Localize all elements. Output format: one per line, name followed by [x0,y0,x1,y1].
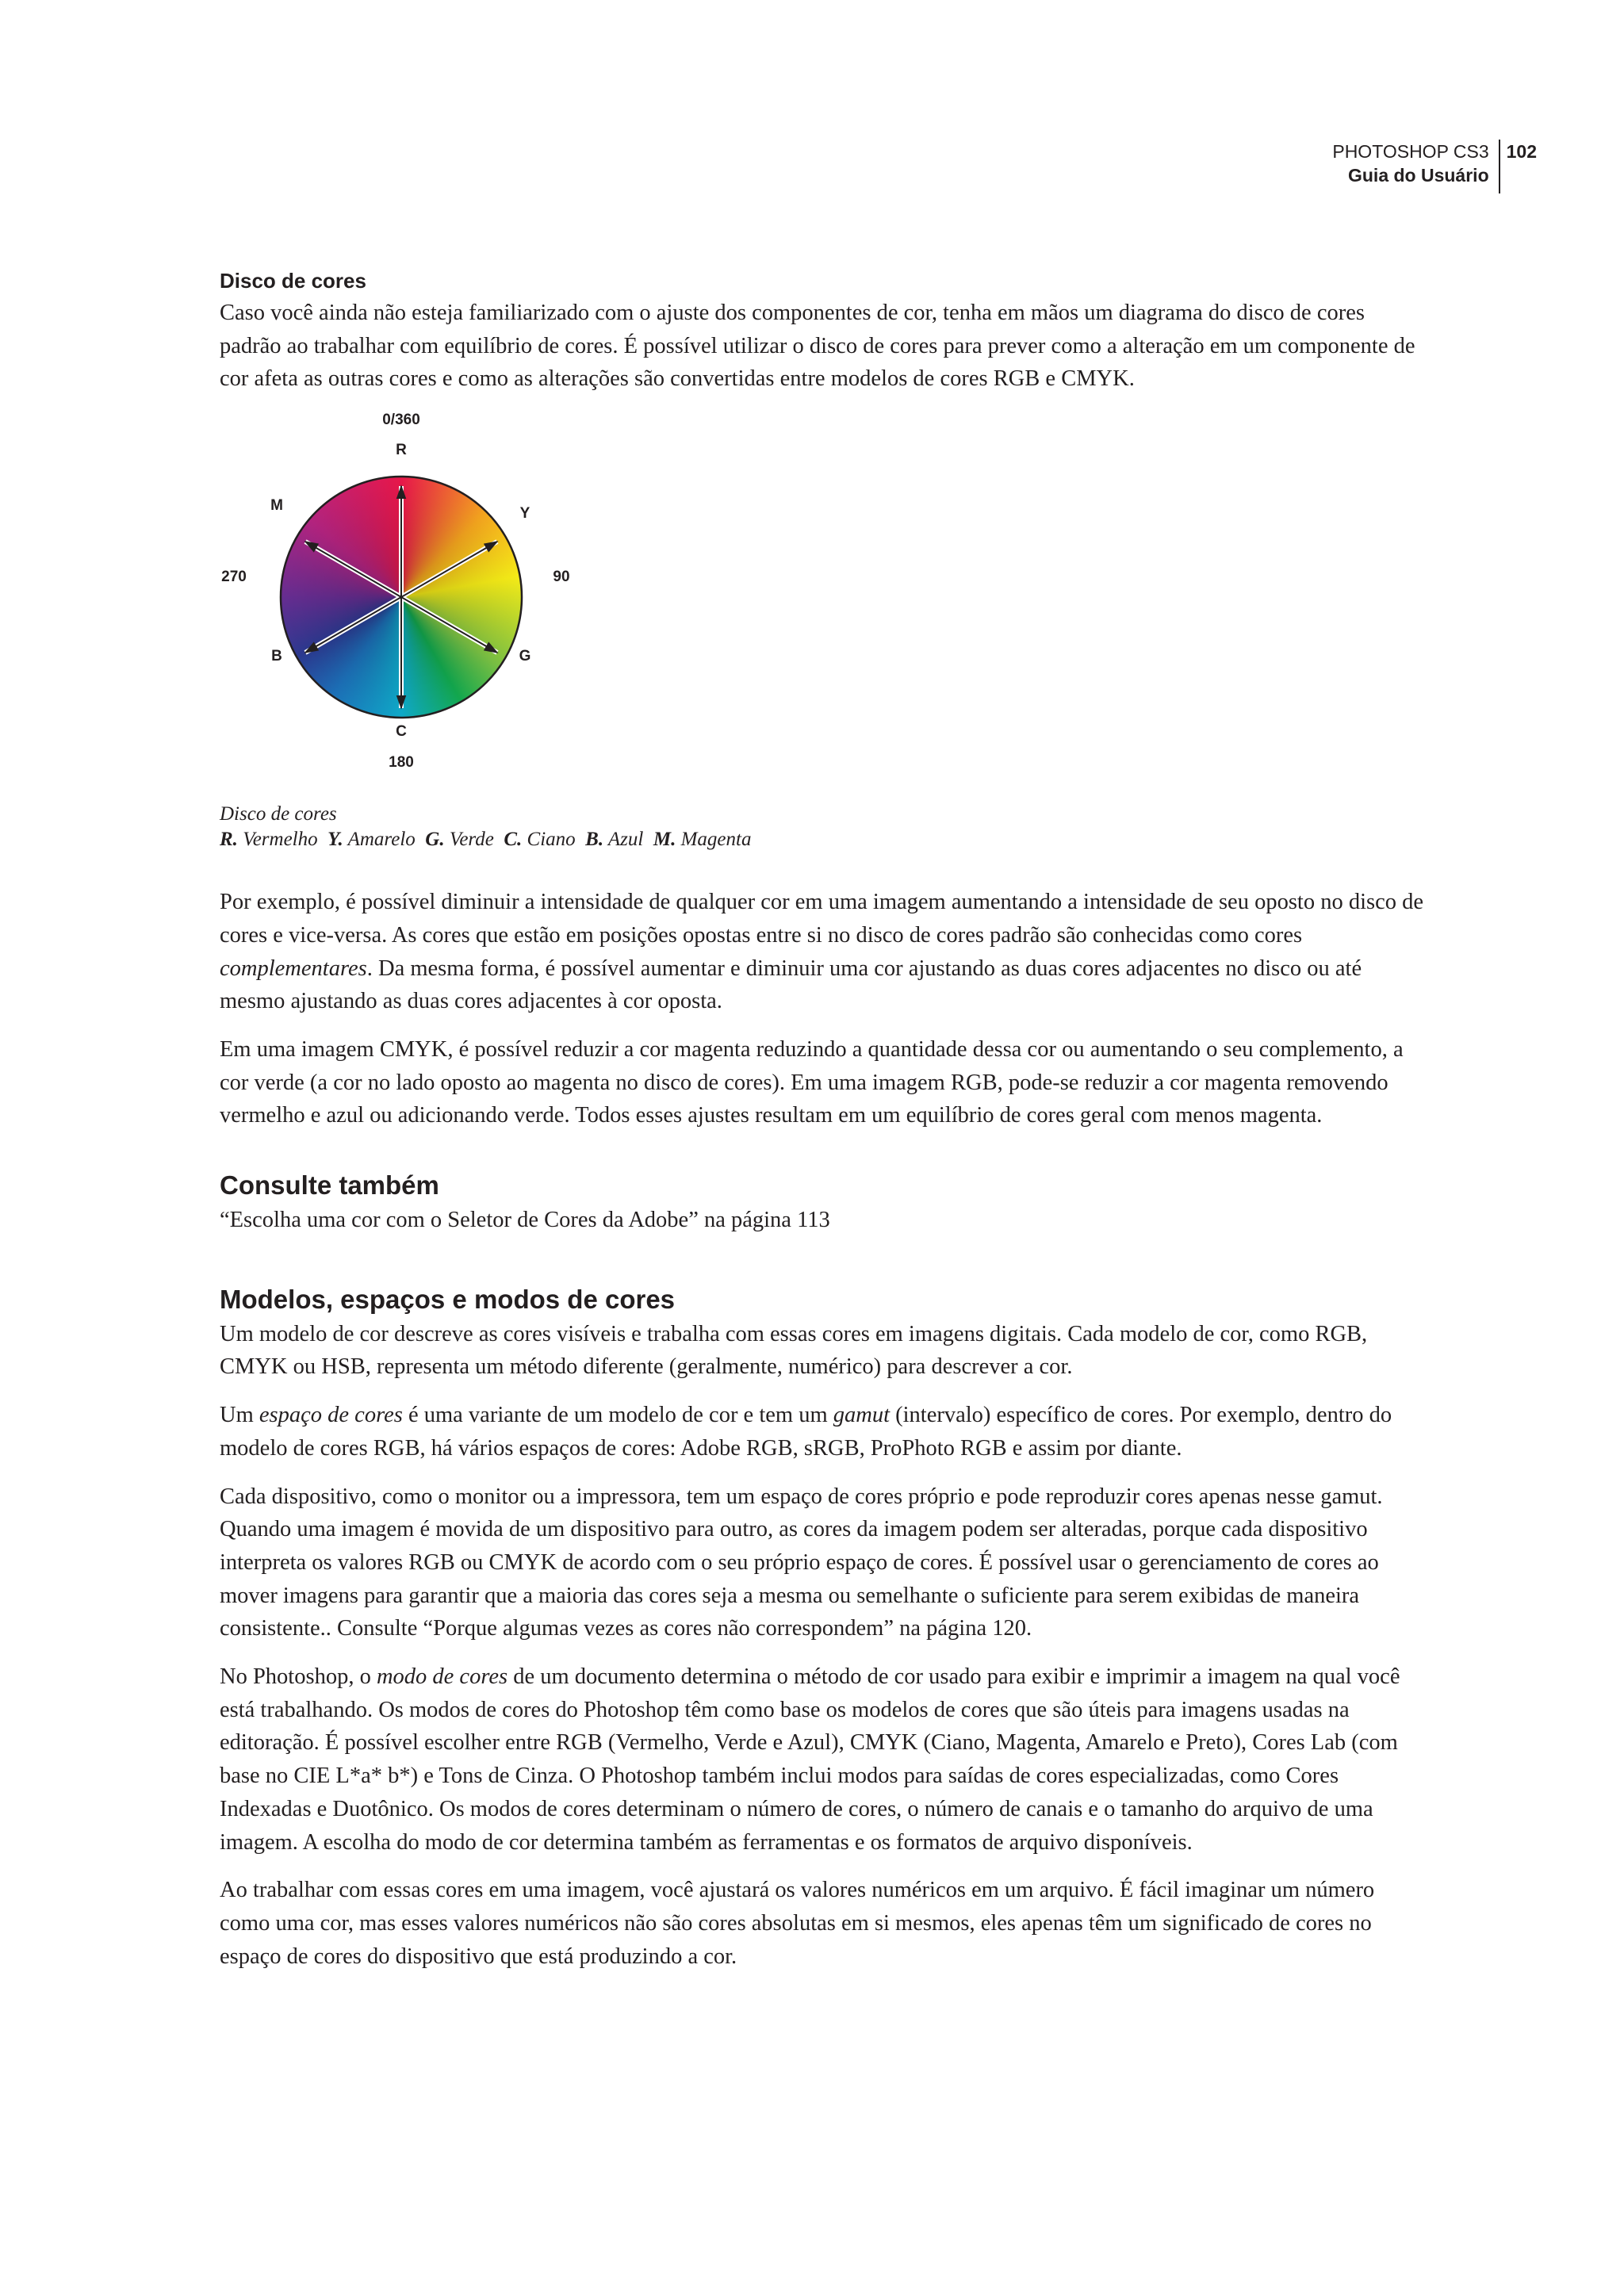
legend-value: Magenta [680,829,752,851]
label-c: C [396,723,407,741]
color-wheel-intro: Caso você ainda não esteja familiarizado com o ajuste dos componentes de cor, tenha em mãos um diagrama do disco de cores padrão ao trabalhar com equilíbrio de cores. É possível utilizar o disco de cores para prever como a alteração em um componente de cor afeta as outras cores e como as alterações são convertidas entre modelos de cores RGB e CMYK. [220,301,1415,392]
figure-caption [220,802,1425,852]
label-b: B [271,648,282,665]
term-espaco-de-cores: espaço de cores [259,1403,403,1428]
label-y: Y [519,505,530,523]
legend-key: M. [653,829,676,851]
legend-key: C. [504,829,523,851]
see-also-heading: Consulte também [220,1170,439,1201]
caption-title: Disco de cores [220,803,337,825]
term-modo-de-cores: modo de cores [376,1664,508,1690]
legend-key: R. [220,829,238,851]
legend-value: Azul [607,829,644,851]
legend-key: Y. [327,829,343,851]
paragraph-complementary: Por exemplo, é possível diminuir a intensidade de qualquer cor em uma imagem aumentando a intensidade de seu oposto no disco de cores e vice-versa. As cores que estão em posições opostas entre si no disco de cores padrão são conhecidas como cores complementares. Da mesma forma, é possível aumentar e diminuir uma cor ajustando as duas cores adjacentes no disco ou até mesmo ajustando as duas cores adjacentes à cor oposta. [220,890,1424,1014]
legend-key: B. [585,829,604,851]
label-180: 180 [389,754,414,772]
label-r: R [396,442,407,459]
paragraph-color-mode: No Photoshop, o modo de cores de um documento determina o método de cor usado para exibir e imprimir a imagem na qual você está trabalhando. Os modos de cores do Photoshop têm como base os modelos de cores que são úteis para imagens usadas na editoração. É possível escolher entre RGB (Vermelho, Verde e Azul), CMYK (Ciano, Magenta, Amarelo e Preto), Cores Lab (com base no CIE L*a* b*) e Tons de Cinza. O Photoshop também inclui modos para saídas de cores especializadas, como Cores Indexadas e Duotônico. Os modos de cores determinam o número de cores, o número de canais e o tamanho do arquivo de uma imagem. A escolha do modo de cor determina também as ferramentas e os formatos de arquivo disponíveis. [220,1664,1400,1855]
legend-value: Verde [449,829,494,851]
color-wheel-diagram [220,408,664,797]
section-heading-color-wheel: Disco de cores [220,269,366,293]
term-complementares: complementares [220,956,367,981]
paragraph-color-model: Um modelo de cor descreve as cores visíveis e trabalha com essas cores em imagens digitais. Cada modelo de cor, como RGB, CMYK ou HSB, representa um método diferente (geralmente, numérico) para descrever a cor. [220,1321,1368,1380]
see-also-link[interactable]: “Escolha uma cor com o Seletor de Cores da Adobe” na página 113 [220,1208,830,1233]
legend-value: Ciano [527,829,576,851]
label-0-360: 0/360 [382,412,420,429]
section-heading-models: Modelos, espaços e modos de cores [220,1284,676,1314]
label-90: 90 [553,569,570,586]
label-270: 270 [221,569,247,586]
header-text [1332,140,1500,193]
legend-value: Vermelho [243,829,318,851]
paragraph-cmyk-magenta: Em uma imagem CMYK, é possível reduzir a cor magenta reduzindo a quantidade dessa cor ou aumentando o seu complemento, a cor verde (a cor no lado oposto ao magenta no disco de cores). Em uma imagem RGB, pode-se reduzir a cor magenta removendo vermelho e azul ou adicionando verde. Todos esses ajustes resultam em um equilíbrio de cores geral com menos magenta. [220,1036,1404,1128]
color-wheel-figure [220,408,664,797]
header-product-name: PHOTOSHOP CS3 [1332,141,1489,162]
term-gamut: gamut [833,1403,890,1428]
label-g: G [519,648,531,665]
paragraph-color-space: Um espaço de cores é uma variante de um modelo de cor e tem um gamut (intervalo) específico de cores. Por exemplo, dentro do modelo de cores RGB, há vários espaços de cores: Adobe RGB, sRGB, ProPhoto RGB e assim por diante. [220,1403,1392,1461]
running-header [1332,140,1537,193]
paragraph-numeric-values: Ao trabalhar com essas cores em uma imagem, você ajustará os valores numéricos em um arquivo. É fácil imaginar um número como uma cor, mas esses valores numéricos não são cores absolutas em si mesmos, eles apenas têm um significado de cores no espaço de cores do dispositivo que está produzindo a cor. [220,1878,1375,1969]
page-content [220,265,1425,1973]
label-m: M [270,497,283,515]
legend-value: Amarelo [347,829,416,851]
caption-legend [220,827,1425,852]
legend-key: G. [425,829,445,851]
header-guide-title: Guia do Usuário [1347,165,1489,186]
paragraph-device-color-space: Cada dispositivo, como o monitor ou a impressora, tem um espaço de cores próprio e pode reproduzir cores apenas nesse gamut. Quando uma imagem é movida de um dispositivo para outro, as cores da imagem podem ser alteradas, porque cada dispositivo interpreta os valores RGB ou CMYK de acordo com o seu próprio espaço de cores. É possível usar o gerenciamento de cores ao mover imagens para garantir que a maioria das cores seja a mesma ou semelhante o suficiente para serem exibidas de maneira consistente.. Consulte “Porque algumas vezes as cores não correspondem” na página 120. [220,1484,1383,1641]
page-number: 102 [1506,141,1537,162]
